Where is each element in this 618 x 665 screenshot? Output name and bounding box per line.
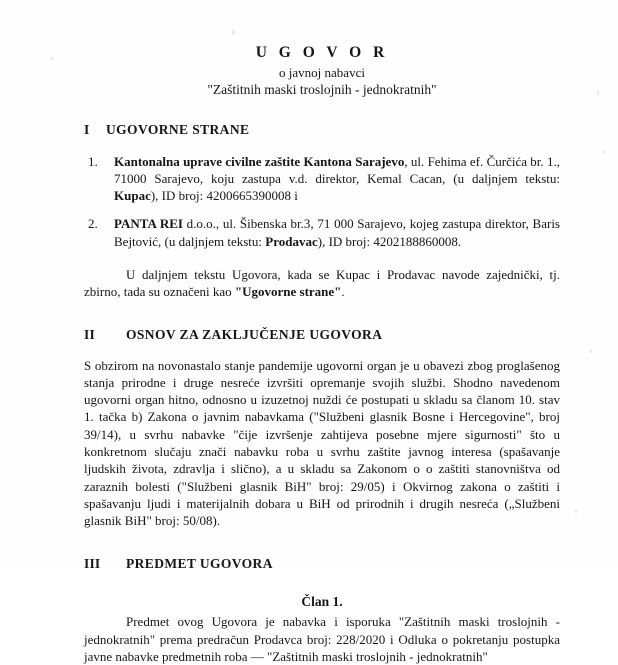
party-marker: 1. [88,153,98,169]
party-name: Kantonalna uprave civilne zaštite Kantona Sarajevo [114,153,405,169]
section-title-one: UGOVORNE STRANE [106,121,250,137]
contract-subject-paragraph: Predmet ovog Ugovora je nabavka i isporuka "Zaštitnih maski troslojnih - jednokratnih" prema predračun Prodavca broj: 228/2020 i Odluka o pokretanju postupka javne nabavke predmetnih roba — "Zaštitnih maski troslojnih - jednokratnih" [84,614,560,664]
scan-speck [603,150,605,154]
party-role: Prodavac [265,233,318,249]
joint-parties-paragraph [84,266,560,301]
party-description [114,153,560,205]
joint-paragraph-lead: U daljnjem tekstu Ugovora, kada se Kupac i Prodavac navode zajednički, tj. zbirno, tada su označeni kao [84,266,560,300]
list-item [84,153,560,205]
scan-speck [50,57,53,60]
scan-speck [590,350,592,353]
contract-basis-paragraph: S obzirom na novonastalo stanje pandemije ugovorni organ je u obavezi zbog proglašenog stanja prirodne i druge nesreće izvršiti opremanje svojih službi. Shodno navedenom ugovorni organ hitno, odnosno u izuzetnoj nuždi će postupati u skladu sa članom 10. stav 1. tačka b) Zakona o javnim nabavkama ("Službeni glasnik Bosne i Hercegovine", broj 39/14), u svrhu nabavke "čije izvršenje zahtijeva posebne mjere sigurnosti" što u konkretnom slučaju znači nabavku roba u svrhu zaštite javnog interesa (spašavanje ljudskih života, zdravlja i slično), a u skladu sa Zakonom o o zaštiti stanovništva od zaraznih bolesti ("Službeni glasnik BiH" broj: 29/05) i Okvirnog zakona o zaštiti i spašavanju ljudi i materijalnih dobara u BiH od prirodnih i drugih nesreća („Službeni glasnik BiH" broj: 50/08). [84,357,560,529]
party-description [114,215,560,250]
scan-speck [597,90,599,96]
section-numeral-two: II [84,326,95,342]
party-role: Kupac [114,188,151,204]
section-heading-one [84,122,560,138]
party-id-text: ), ID broj: 4200665390008 i [150,188,298,204]
party-address-text: d.o.o., ul. Šibenska br.3, 71 000 Sarajevo, kojeg zastupa direktor, Baris Bejtović, (u daljnjem tekstu: [114,216,560,249]
document-subtitle-line-1: o javnoj nabavci [279,64,365,80]
title-block [84,44,560,100]
party-name: PANTA REI [114,216,183,232]
party-address-text: , ul. Fehima ef. Čurčića br. 1., 71000 Sarajevo, koju zastupa v.d. direktor, Kemal Cacan, (u daljnjem tekstu: [114,153,560,186]
section-title-two: OSNOV ZA ZAKLJUČENJE UGOVORA [126,326,383,342]
joint-paragraph-tail: . [341,284,345,300]
contracting-parties-list [84,153,560,250]
document-subtitle-line-2: "Zaštitnih maski troslojnih - jednokratnih" [207,82,437,98]
article-label: Član 1. [301,594,343,610]
scan-speck [575,509,577,513]
document-content [84,0,560,665]
joint-parties-term: "Ugovorne strane" [234,284,342,300]
list-item [84,215,560,250]
section-heading-two [84,327,560,343]
document-title: U G O V O R [255,44,389,61]
section-heading-three [84,556,560,572]
party-id-text: ), ID broj: 4202188860008. [317,233,462,249]
section-numeral-one: I [84,121,90,137]
party-marker: 2. [88,216,98,232]
section-numeral-three: III [84,556,101,572]
section-title-three: PREDMET UGOVORA [126,556,273,572]
